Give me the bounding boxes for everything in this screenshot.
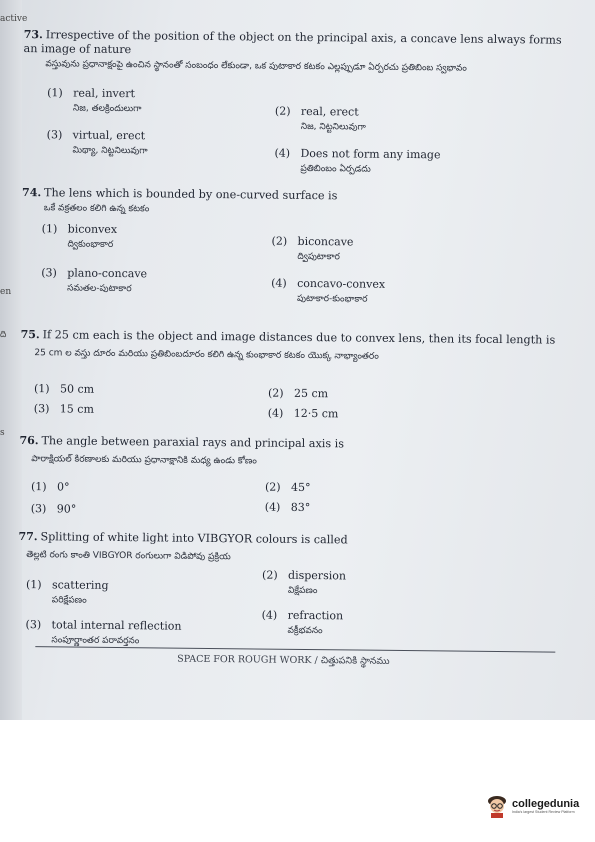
question-75 bbox=[20, 328, 565, 366]
question-number: 75. bbox=[20, 327, 40, 342]
question-text-en: The lens which is bounded by one-curved surface is bbox=[44, 186, 338, 203]
option[interactable]: (4) refraction వక్రీభవనం bbox=[261, 608, 344, 637]
edge-fragment: en bbox=[0, 287, 12, 297]
option[interactable]: (4) 83° bbox=[264, 500, 311, 515]
question-text-en: The angle between paraxial rays and principal axis is bbox=[41, 434, 345, 451]
logo-tagline: India's largest Student Review Platform bbox=[512, 810, 575, 814]
option[interactable]: (4) concavo-convex పుటాకార-కుంభాకార bbox=[271, 276, 386, 305]
option[interactable]: (3) 15 cm bbox=[33, 402, 94, 416]
question-text-te: ఒకే వక్రతలం కలిగి ఉన్న కటకం bbox=[43, 203, 150, 215]
collegedunia-logo[interactable] bbox=[486, 794, 579, 818]
edge-fragment: active bbox=[0, 14, 28, 24]
question-number: 73. bbox=[23, 27, 43, 42]
question-text-en: If 25 cm each is the object and image distances due to convex lens, then its focal length is bbox=[42, 328, 556, 347]
logo-text: collegedunia bbox=[512, 798, 580, 810]
question-74 bbox=[22, 186, 567, 221]
question-number: 74. bbox=[22, 185, 42, 200]
footer-divider bbox=[35, 646, 555, 652]
question-text-te: 25 cm ల వస్తు దూరం మరియు ప్రతిబింబదూరం కలిగి ఉన్న కుంభాకార కటకం యొక్క నాభ్యాంతరం bbox=[34, 348, 379, 362]
rough-work-label: SPACE FOR ROUGH WORK / చిత్తుపనికి స్థానము bbox=[177, 653, 390, 667]
option[interactable]: (1) biconvex ద్వికుంభాకార bbox=[41, 222, 118, 250]
question-text-en: Irrespective of the position of the object on the principal axis, a concave lens always forms an image of nature bbox=[23, 28, 562, 57]
question-text-te: పారాక్షియల్ కిరణాలకు మరియు ప్రధానాక్షానికి మధ్య ఉండు కోణం bbox=[31, 454, 257, 467]
mascot-icon bbox=[486, 794, 508, 818]
question-77 bbox=[18, 530, 563, 568]
option[interactable]: (1) 50 cm bbox=[33, 382, 95, 396]
question-76 bbox=[19, 434, 564, 472]
question-73 bbox=[23, 28, 568, 77]
option[interactable]: (2) 25 cm bbox=[267, 386, 329, 401]
option[interactable]: (3) 90° bbox=[30, 502, 77, 516]
question-number: 77. bbox=[18, 529, 38, 544]
option[interactable]: (2) biconcave ద్విపుటాకార bbox=[271, 234, 354, 263]
option[interactable]: (3) total internal reflection సంపూర్ణాంతర పరావర్తనం bbox=[25, 618, 182, 647]
exam-sheet bbox=[17, 10, 580, 676]
edge-fragment: ది bbox=[0, 330, 7, 340]
option[interactable]: (3) virtual, erect మిథ్యా, నిట్టనిలువుగా bbox=[46, 128, 148, 157]
option[interactable]: (1) real, invert నిజ, తలక్రిందులుగా bbox=[47, 86, 142, 115]
option[interactable]: (3) plano-concave సమతల-పుటాకార bbox=[41, 266, 148, 295]
option[interactable]: (1) scattering పరిక్షేపణం bbox=[25, 578, 109, 606]
question-text-te: తెల్లటి రంగు కాంతి VIBGYOR రంగులుగా విడిపోవు ప్రక్రియ bbox=[26, 550, 231, 563]
question-text-en: Splitting of white light into VIBGYOR colours is called bbox=[40, 530, 348, 547]
question-number: 76. bbox=[19, 433, 39, 448]
question-text-te: వస్తువును ప్రధానాక్షంపై ఉంచిన స్థానంతో సంబంధం లేకుండా, ఒక పుటాకార కటకం ఎల్లప్పుడూ ఏర్పరచు ప్రతిబింబ స్వభావం bbox=[45, 59, 467, 74]
option[interactable]: (1) 0° bbox=[30, 480, 70, 494]
option[interactable]: (4) 12·5 cm bbox=[267, 406, 339, 421]
edge-fragment: s bbox=[0, 428, 5, 438]
option[interactable]: (2) dispersion విక్షేపణం bbox=[262, 568, 347, 597]
option[interactable]: (2) 45° bbox=[264, 480, 311, 495]
option[interactable]: (4) Does not form any image ప్రతిబింబం ఏర్పడదు bbox=[274, 146, 441, 175]
option[interactable]: (2) real, erect నిజ, నిట్టనిలువుగా bbox=[274, 104, 366, 133]
